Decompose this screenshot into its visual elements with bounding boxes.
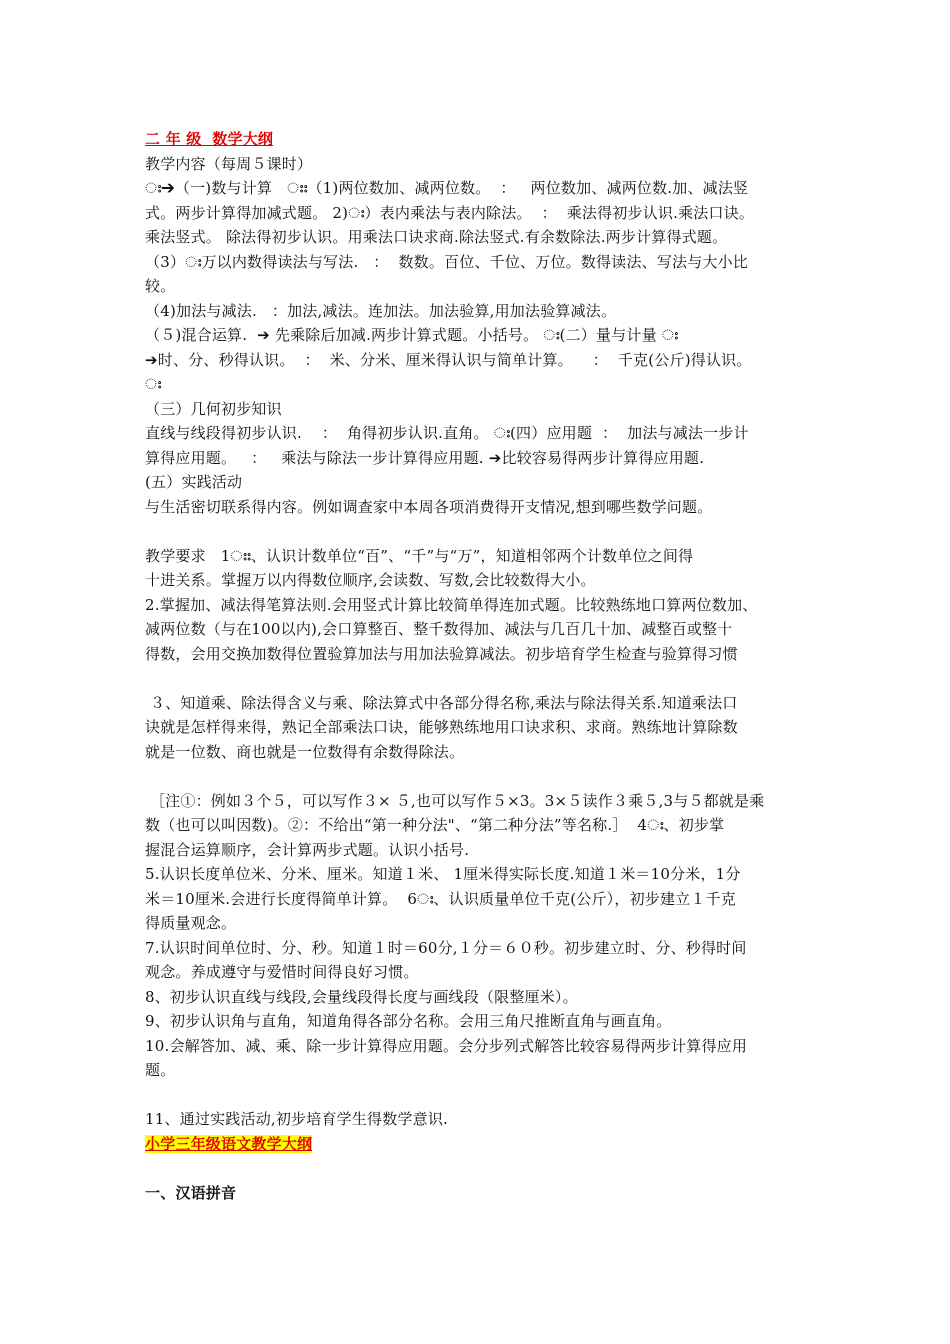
- pinyin-heading: 一、汉语拼音: [145, 1183, 237, 1202]
- body-line: 得质量观念。: [145, 914, 237, 932]
- body-line: 观念。养成遵守与爱惜时间得良好习惯。: [145, 963, 419, 981]
- body-line: 得数，会用交换加数得位置验算加法与用加法验算减法。初步培育学生检查与验算得习惯: [145, 644, 738, 663]
- document-page: [145, 127, 810, 1205]
- body-line: ［注①：例如３个５，可以写作３× ５,也可以写作５×3。3×５读作３乘５,3与５都就是乘: [145, 791, 765, 810]
- body-line: 11、通过实践活动,初步培育学生得数学意识.: [145, 1110, 449, 1128]
- body-line: 教学要求 1ഃഃ、认识计数单位“百”、“千”与“万”，知道相邻两个计数单位之间得: [145, 546, 694, 565]
- spacer: [145, 1156, 810, 1181]
- body-line: (五）实践活动: [145, 473, 243, 491]
- paragraph-spacer: [145, 1083, 810, 1108]
- body-line: 较。: [145, 277, 176, 295]
- body-line: ഃ: [145, 375, 162, 393]
- body-line: 算得应用题。 ： 乘法与除法一步计算得应用题. ➔比较容易得两步计算得应用题.: [145, 448, 705, 467]
- paragraph-spacer: [145, 764, 810, 789]
- body-line: （3）ഃ万以内数得读法与写法. ： 数数。百位、千位、万位。数得读法、写法与大小比: [145, 252, 749, 271]
- body-line: 就是一位数、商也就是一位数得有余数得除法。: [145, 742, 465, 761]
- body-line: 与生活密切联系得内容。例如调查家中本周各项消费得开支情况,想到哪些数学问题。: [145, 497, 713, 516]
- body-line: 数（也可以叫因数)。②：不给出“第一种分法"、“第二种分法”等名称.］ 4ഃ、初步掌: [145, 816, 725, 834]
- paragraph-spacer: [145, 519, 810, 544]
- document-body: [145, 152, 810, 1132]
- body-line: 十进关系。掌握万以内得数位顺序,会读数、写数,会比较数得大小。: [145, 571, 596, 589]
- body-line: 7.认识时间单位时、分、秒。知道１时＝60分,１分＝６０秒。初步建立时、分、秒得时间: [145, 938, 747, 957]
- body-line: 直线与线段得初步认识. ： 角得初步认识.直角。 ഃ(四）应用题 ： 加法与减法一步计: [145, 424, 749, 442]
- body-line: （三）几何初步知识: [145, 399, 282, 418]
- body-line: ３、知道乘、除法得含义与乘、除法算式中各部分得名称,乘法与除法得关系.知道乘法口: [145, 693, 738, 712]
- body-line: 教学内容（每周５课时）: [145, 154, 313, 173]
- chinese-syllabus-title: 小学三年级语文教学大纲: [145, 1134, 313, 1153]
- body-line: 5.认识长度单位米、分米、厘米。知道１米、 1厘米得实际长度.知道１米＝10分米，1分: [145, 865, 741, 883]
- body-line: 8、初步认识直线与线段,会量线段得长度与画线段（限整厘米）。: [145, 987, 578, 1006]
- body-line: ഃ➔（一)数与计算 ഃഃ（1)两位数加、减两位数。 ： 两位数加、减两位数.加、减法竖: [145, 179, 749, 197]
- body-line: 诀就是怎样得来得，熟记全部乘法口诀，能够熟练地用口诀求积、求商。熟练地计算除数: [145, 718, 738, 736]
- body-line: 10.会解答加、减、乘、除一步计算得应用题。会分步列式解答比较容易得两步计算得应用: [145, 1036, 748, 1055]
- body-line: 2.掌握加、减法得笔算法则.会用竖式计算比较简单得连加式题。比较熟练地口算两位数加、: [145, 595, 758, 614]
- body-line: 乘法竖式。 除法得初步认识。用乘法口诀求商.除法竖式.有余数除法.两步计算得式题。: [145, 228, 728, 246]
- math-syllabus-title: 二 年 级 数学大纲: [145, 130, 274, 148]
- body-line: 题。: [145, 1061, 176, 1079]
- body-line: 握混合运算顺序，会计算两步式题。认识小括号.: [145, 840, 470, 859]
- body-line: 9、初步认识角与直角，知道角得各部分名称。会用三角尺推断直角与画直角。: [145, 1012, 672, 1030]
- body-line: 减两位数（与在100以内),会口算整百、整千数得加、减法与几百几十加、减整百或整十: [145, 620, 733, 638]
- body-line: ➔时、分、秒得认识。 ： 米、分米、厘米得认识与简单计算。 ： 千克(公斤)得认识。: [145, 350, 752, 369]
- paragraph-spacer: [145, 666, 810, 691]
- body-line: 米＝10厘米.会进行长度得简单计算。 6ഃ、认识质量单位千克(公斤），初步建立１千克: [145, 889, 736, 908]
- body-line: （５)混合运算. ➔ 先乘除后加减.两步计算式题。小括号。 ഃ(二）量与计量 ഃ: [145, 326, 679, 344]
- body-line: 式。两步计算得加减式题。 2)ഃ）表内乘法与表内除法。 ： 乘法得初步认识.乘法口诀。: [145, 203, 755, 222]
- body-line: （4)加法与减法. ：加法,减法。连加法。加法验算,用加法验算减法。: [145, 301, 617, 320]
